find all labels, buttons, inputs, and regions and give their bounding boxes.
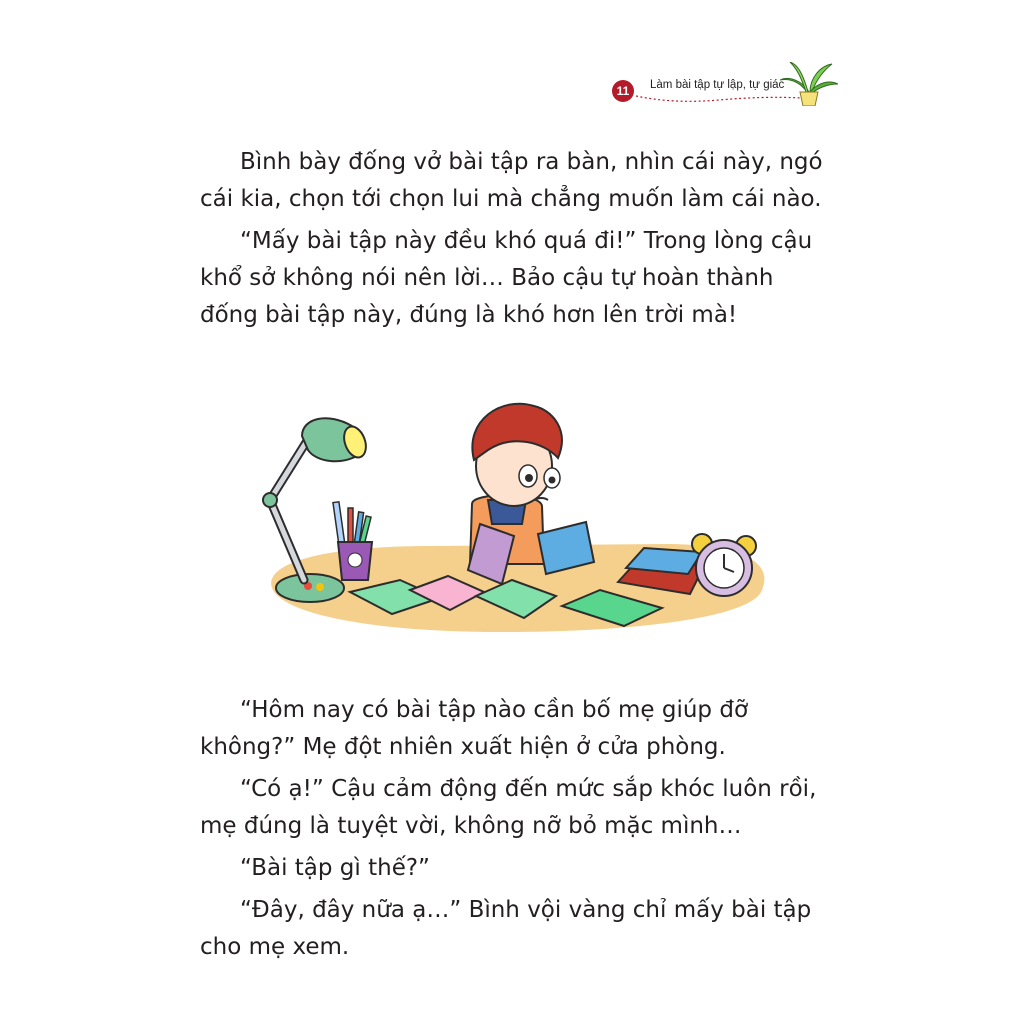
- story-text-top: [200, 144, 830, 339]
- chapter-title: Làm bài tập tự lập, tự giác: [650, 79, 785, 91]
- paragraph: “Đây, đây nữa ạ…” Bình vội vàng chỉ mấy bài tập cho mẹ xem.: [200, 897, 812, 960]
- boy-studying-at-desk-illustration: [252, 396, 772, 654]
- page-number: 11: [612, 80, 634, 102]
- dotted-line-decoration: [634, 92, 804, 104]
- paragraph: “Hôm nay có bài tập nào cần bố mẹ giúp đỡ không?” Mẹ đột nhiên xuất hiện ở cửa phòng.: [200, 697, 749, 760]
- boy-character: [468, 404, 594, 584]
- paragraph: Bình bày đống vở bài tập ra bàn, nhìn cái này, ngó cái kia, chọn tới chọn lui mà chẳng muốn làm cái nào.: [200, 149, 823, 212]
- paragraph: “Mấy bài tập này đều khó quá đi!” Trong lòng cậu khổ sở không nói nên lời… Bảo cậu tự hoàn thành đống bài tập này, đúng là khó hơn lên trời mà!: [200, 228, 813, 328]
- running-header: [608, 62, 838, 106]
- story-text-bottom: [200, 692, 830, 971]
- paragraph: “Bài tập gì thế?”: [240, 855, 430, 881]
- paragraph: “Có ạ!” Cậu cảm động đến mức sắp khóc luôn rồi, mẹ đúng là tuyệt vời, không nỡ bỏ mặc mình…: [200, 776, 817, 839]
- potted-plant-icon: [780, 62, 838, 106]
